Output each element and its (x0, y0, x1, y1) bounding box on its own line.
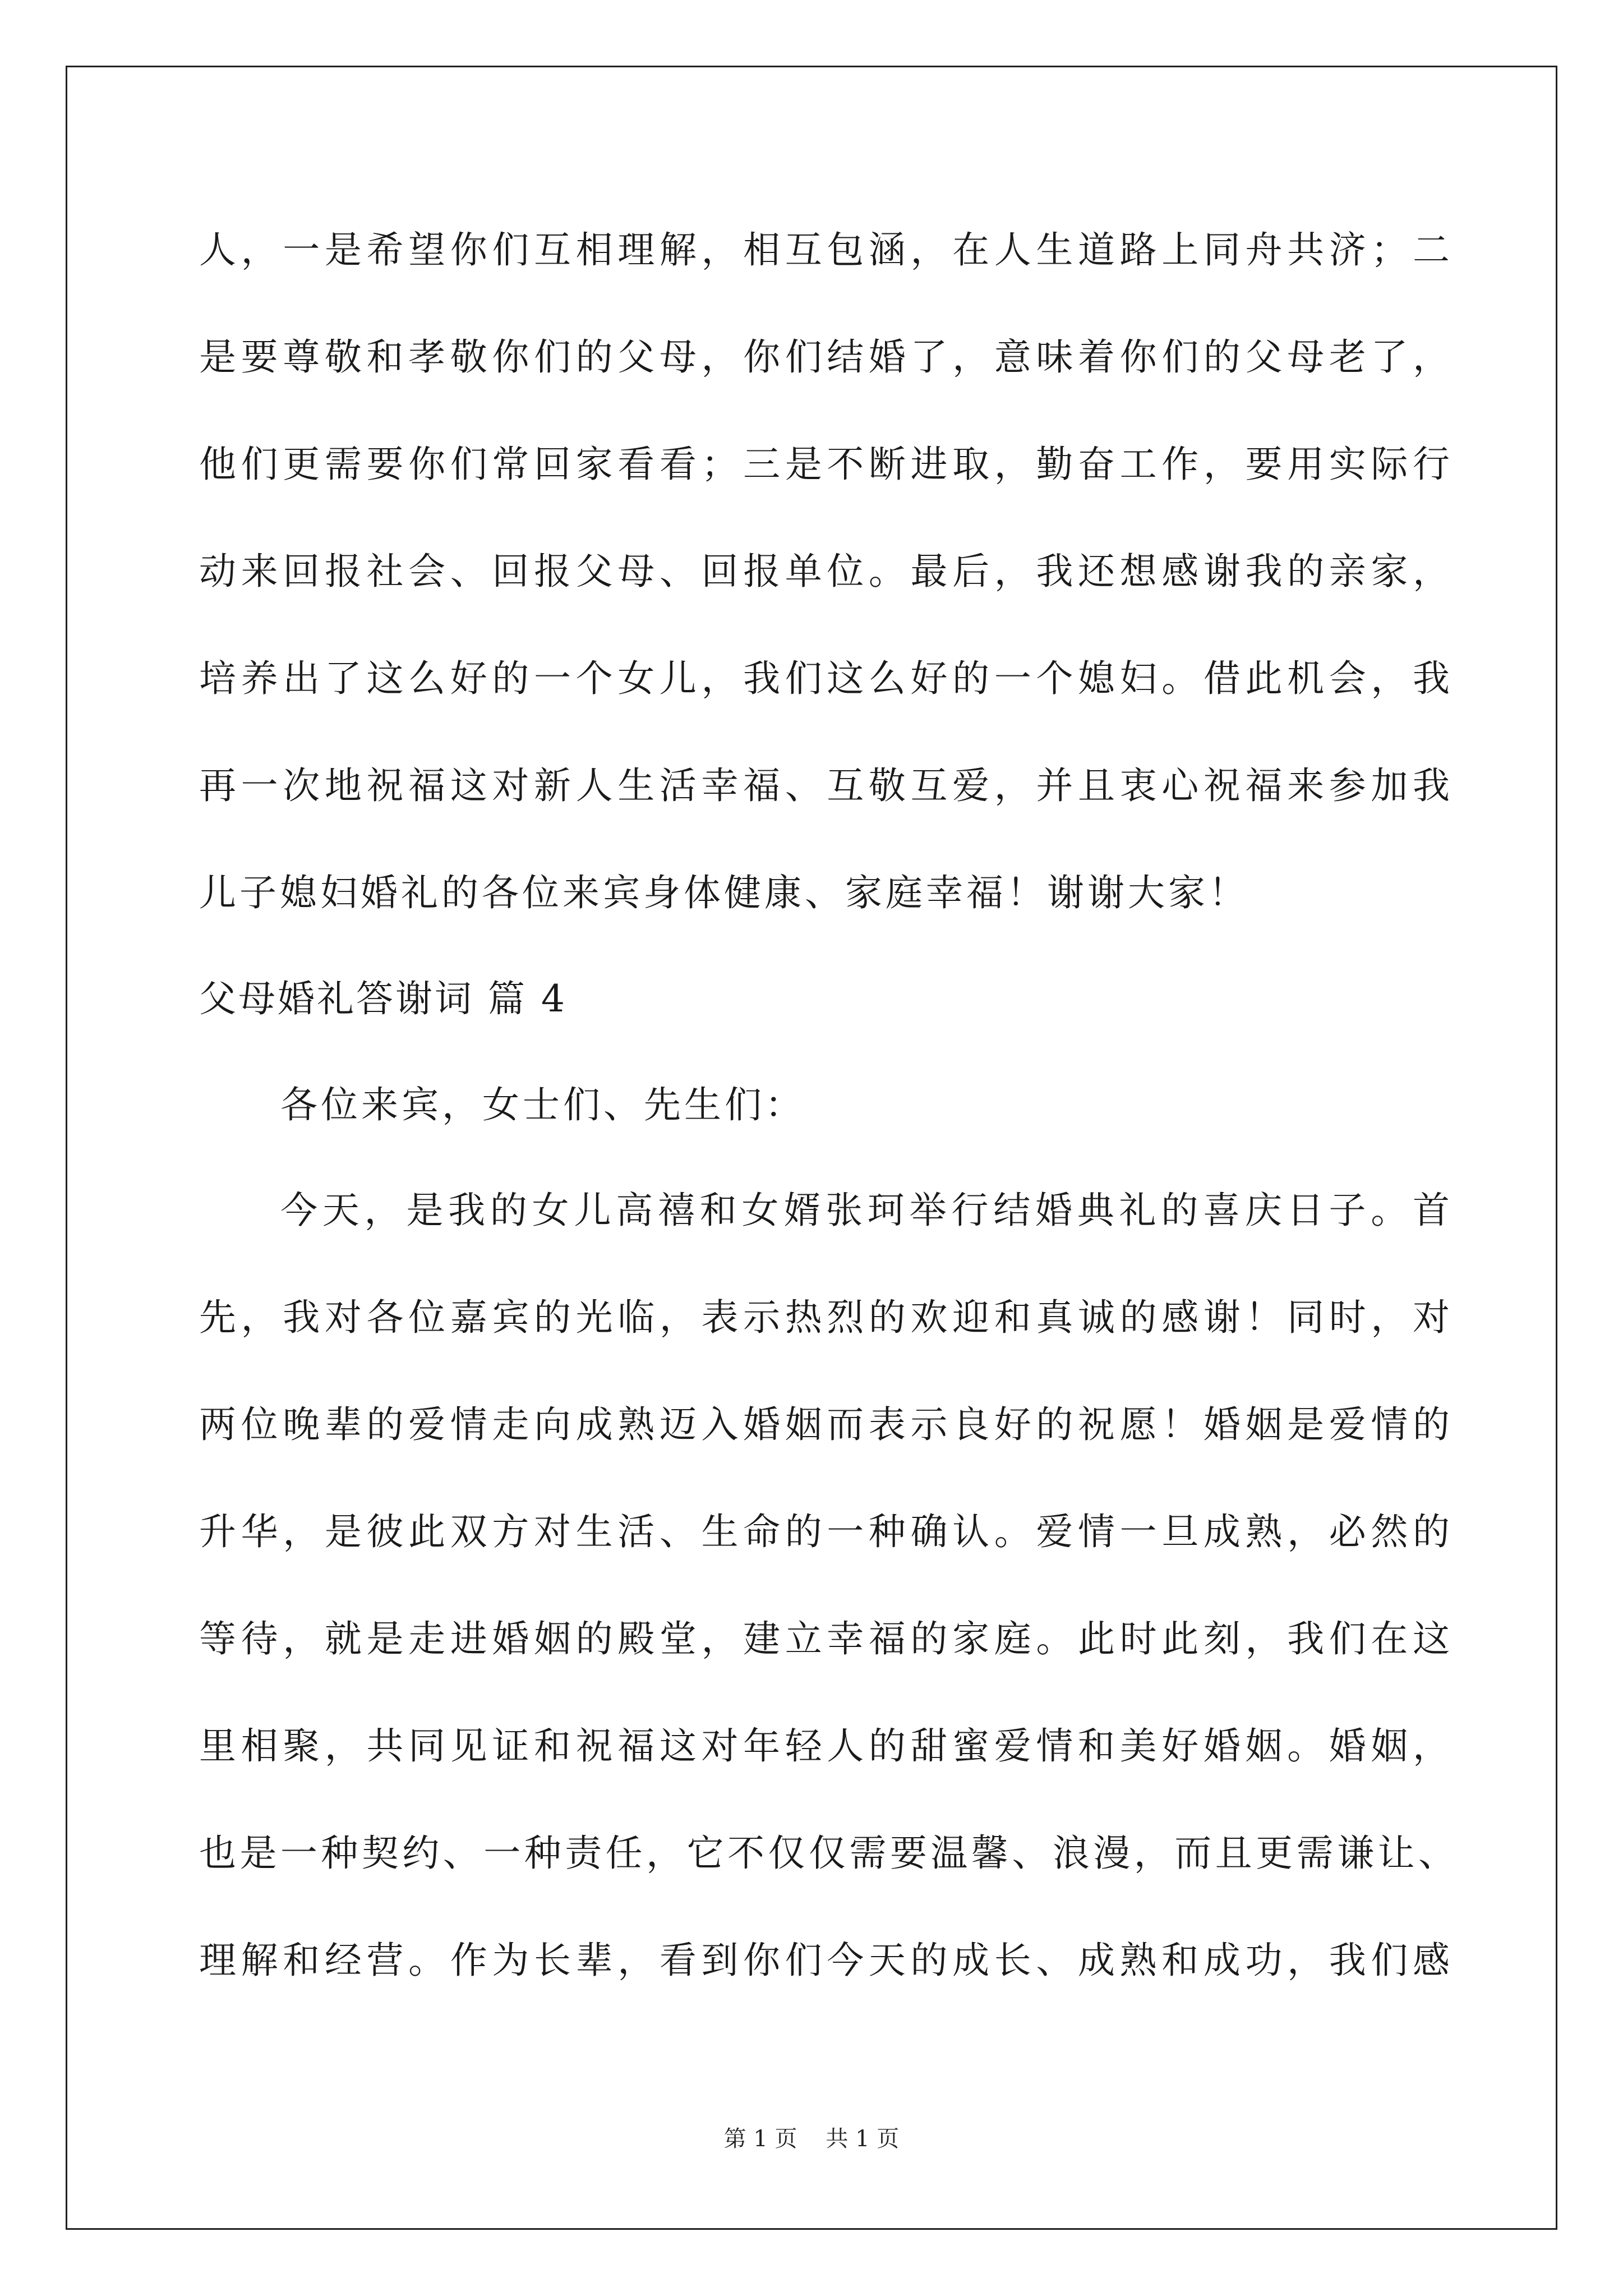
text-line: 升华，是彼此双方对生活、生命的一种确认。爱情一旦成熟，必然的 (199, 1510, 1450, 1553)
text-line: 也是一种契约、一种责任，它不仅仅需要温馨、浪漫，而且更需谦让、 (199, 1832, 1455, 1875)
text-line: 儿子媳妇婚礼的各位来宾身体健康、家庭幸福！谢谢大家！ (199, 871, 1249, 914)
text-line: 里相聚，共同见证和祝福这对年轻人的甜蜜爱情和美好婚姻。婚姻， (199, 1724, 1450, 1768)
text-line: 等待，就是走进婚姻的殿堂，建立幸福的家庭。此时此刻，我们在这 (199, 1617, 1450, 1660)
page-border (66, 66, 1557, 2230)
page-total: 共 1 页 (826, 2126, 900, 2152)
page-number: 第 1 页 (723, 2126, 797, 2152)
page-footer (0, 2125, 1623, 2153)
section-heading: 父母婚礼答谢词 篇 4 (199, 977, 567, 1020)
text-line: 理解和经营。作为长辈，看到你们今天的成长、成熟和成功，我们感 (199, 1939, 1450, 1982)
text-line: 先，我对各位嘉宾的光临，表示热烈的欢迎和真诚的感谢！同时，对 (199, 1296, 1450, 1339)
text-line: 人，一是希望你们互相理解，相互包涵，在人生道路上同舟共济；二 (199, 228, 1450, 272)
text-line: 是要尊敬和孝敬你们的父母，你们结婚了，意味着你们的父母老了， (199, 335, 1450, 379)
text-line: 他们更需要你们常回家看看；三是不断进取，勤奋工作，要用实际行 (199, 443, 1450, 486)
text-line: 再一次地祝福这对新人生活幸福、互敬互爱，并且衷心祝福来参加我 (199, 764, 1450, 807)
text-line: 今天，是我的女儿高禧和女婿张珂举行结婚典礼的喜庆日子。首 (280, 1189, 1450, 1232)
text-line: 培养出了这么好的一个女儿，我们这么好的一个媳妇。借此机会，我 (199, 657, 1450, 700)
salutation: 各位来宾，女士们、先生们： (280, 1083, 805, 1126)
text-line: 两位晚辈的爱情走向成熟迈入婚姻而表示良好的祝愿！婚姻是爱情的 (199, 1403, 1450, 1446)
text-line: 动来回报社会、回报父母、回报单位。最后，我还想感谢我的亲家， (199, 550, 1450, 593)
